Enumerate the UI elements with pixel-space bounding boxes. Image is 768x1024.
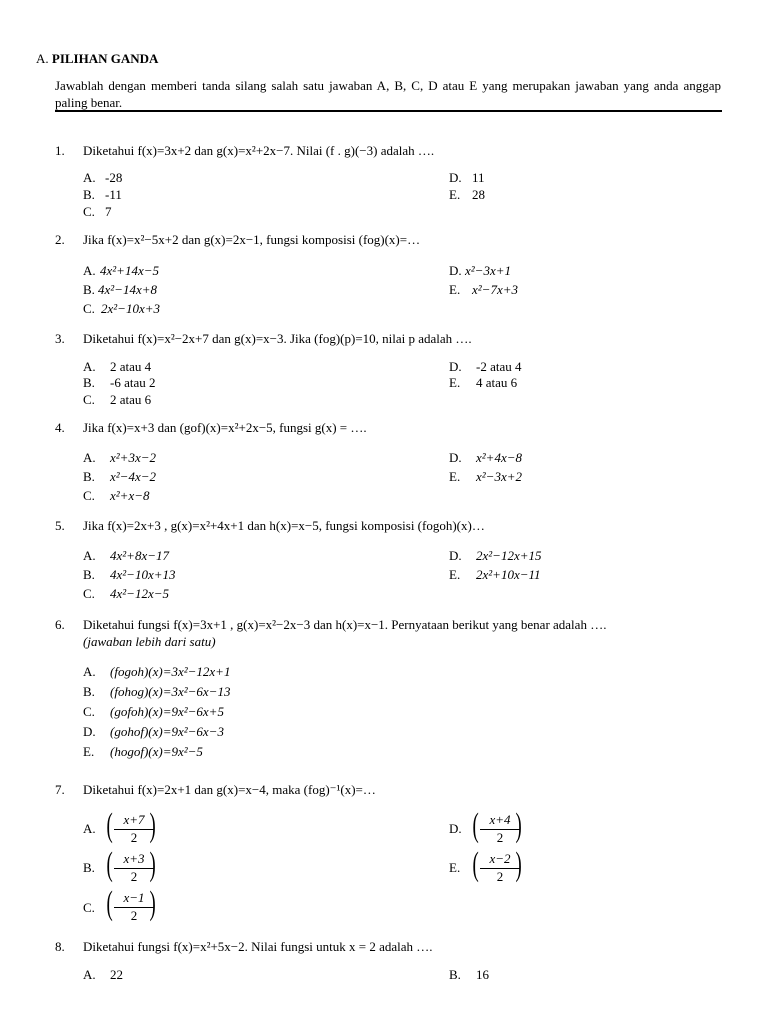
question-number: 3.: [55, 331, 65, 346]
option-label: C.: [83, 704, 95, 719]
question-text: Diketahui fungsi f(x)=3x+1 , g(x)=x²−2x−3 dan h(x)=x−1. Pernyataan berikut yang benar adalah ….: [83, 617, 607, 632]
section-heading: [36, 51, 158, 67]
option-label: D.: [449, 359, 462, 374]
fraction-option: ( ) x+3 2: [106, 846, 156, 884]
option-label: B.: [83, 375, 95, 390]
question-number: 8.: [55, 939, 65, 954]
option-label: B.: [83, 282, 95, 297]
option-value: (gofoh)(x)=9x²−6x+5: [110, 704, 224, 719]
option-label: D.: [449, 821, 462, 836]
option-value: 4x²−12x−5: [110, 586, 169, 601]
option-label: B.: [83, 469, 95, 484]
option-label: C.: [83, 586, 95, 601]
option-value: 28: [472, 187, 485, 202]
option-label: B.: [83, 187, 95, 202]
option-label: E.: [449, 469, 461, 484]
option-label: A.: [83, 548, 96, 563]
option-value: -2 atau 4: [476, 359, 522, 374]
option-value: x²−3x+1: [465, 263, 511, 278]
option-value: 11: [472, 170, 485, 185]
option-value: 2x²−12x+15: [476, 548, 542, 563]
question-number: 5.: [55, 518, 65, 533]
question-text: Diketahui f(x)=3x+2 dan g(x)=x²+2x−7. Nilai (f . g)(−3) adalah ….: [83, 143, 435, 158]
option-label: C.: [83, 488, 95, 503]
section-title: PILIHAN GANDA: [51, 51, 159, 66]
option-value: 2x²+10x−11: [476, 567, 541, 582]
fraction-numerator: x+4: [480, 812, 520, 830]
option-value: 7: [105, 204, 112, 219]
fraction-numerator: x−1: [114, 890, 154, 908]
option-label: E.: [449, 375, 461, 390]
question-number: 6.: [55, 617, 65, 632]
option-value: 2 atau 4: [110, 359, 152, 374]
option-value: 4x²−10x+13: [110, 567, 176, 582]
question-number: 4.: [55, 420, 65, 435]
option-label: C.: [83, 392, 95, 407]
question-text: Jika f(x)=2x+3 , g(x)=x²+4x+1 dan h(x)=x−5, fungsi komposisi (fogoh)(x)…: [83, 518, 485, 533]
instruction-text: Jawablah dengan memberi tanda silang salah satu jawaban A, B, C, D atau E yang merupakan jawaban yang anda anggap paling benar.: [55, 78, 721, 110]
option-label: D.: [83, 724, 96, 739]
option-label: E.: [449, 567, 461, 582]
option-label: B.: [449, 967, 461, 982]
question-text: Diketahui f(x)=x²−2x+7 dan g(x)=x−3. Jika (fog)(p)=10, nilai p adalah ….: [83, 331, 472, 346]
option-value: 2 atau 6: [110, 392, 152, 407]
option-value: 4x²−14x+8: [98, 282, 157, 297]
option-value: 4x²+8x−17: [110, 548, 169, 563]
option-label: A.: [83, 170, 96, 185]
option-label: D.: [449, 170, 462, 185]
option-label: E.: [449, 860, 461, 875]
fraction-numerator: x+3: [114, 851, 154, 869]
option-label: A.: [83, 450, 96, 465]
option-label: D.: [449, 548, 462, 563]
option-value: x²−3x+2: [476, 469, 522, 484]
option-label: A.: [83, 664, 96, 679]
option-label: D.: [449, 450, 462, 465]
option-value: 4x²+14x−5: [100, 263, 159, 278]
option-value: 2x²−10x+3: [101, 301, 160, 316]
option-label: A.: [83, 359, 96, 374]
option-label: B.: [83, 567, 95, 582]
fraction-numerator: x+7: [114, 812, 154, 830]
option-label: D.: [449, 263, 462, 278]
option-label: C.: [83, 204, 95, 219]
question-text: Diketahui fungsi f(x)=x²+5x−2. Nilai fungsi untuk x = 2 adalah ….: [83, 939, 433, 954]
section-letter: A.: [36, 51, 49, 66]
fraction-denominator: 2: [496, 869, 504, 884]
option-label: A.: [83, 263, 96, 278]
option-value: x²+4x−8: [476, 450, 522, 465]
fraction-denominator: 2: [496, 830, 504, 845]
option-value: (fohog)(x)=3x²−6x−13: [110, 684, 231, 699]
option-value: 4 atau 6: [476, 375, 518, 390]
fraction-option: ( ) x+4 2: [472, 807, 522, 845]
fraction-option: ( ) x+7 2: [106, 807, 156, 845]
fraction-option: ( ) x−1 2: [106, 885, 156, 923]
fraction-numerator: x−2: [480, 851, 520, 869]
fraction-denominator: 2: [130, 869, 138, 884]
option-value: (gohof)(x)=9x²−6x−3: [110, 724, 224, 739]
option-value: -11: [105, 187, 122, 202]
question-number: 1.: [55, 143, 65, 158]
header-divider: [55, 110, 722, 112]
fraction-denominator: 2: [130, 908, 138, 923]
option-value: x²−7x+3: [472, 282, 518, 297]
option-value: -28: [105, 170, 123, 185]
option-label: C.: [83, 301, 95, 316]
option-label: E.: [83, 744, 95, 759]
question-number: 2.: [55, 232, 65, 247]
option-value: x²+x−8: [110, 488, 150, 503]
option-value: (fogoh)(x)=3x²−12x+1: [110, 664, 231, 679]
option-value: -6 atau 2: [110, 375, 156, 390]
option-value: 16: [476, 967, 489, 982]
fraction-denominator: 2: [130, 830, 138, 845]
question-text: Diketahui f(x)=2x+1 dan g(x)=x−4, maka (fog)⁻¹(x)=…: [83, 782, 376, 797]
option-label: E.: [449, 187, 461, 202]
option-value: x²+3x−2: [110, 450, 156, 465]
question-note: (jawaban lebih dari satu): [83, 634, 216, 649]
question-text: Jika f(x)=x+3 dan (gof)(x)=x²+2x−5, fungsi g(x) = ….: [83, 420, 367, 435]
option-label: B.: [83, 860, 95, 875]
option-value: (hogof)(x)=9x²−5: [110, 744, 203, 759]
option-label: C.: [83, 900, 95, 915]
fraction-option: ( ) x−2 2: [472, 846, 522, 884]
option-label: A.: [83, 967, 96, 982]
option-value: 22: [110, 967, 123, 982]
question-number: 7.: [55, 782, 65, 797]
question-text: Jika f(x)=x²−5x+2 dan g(x)=2x−1, fungsi komposisi (fog)(x)=…: [83, 232, 421, 247]
option-value: x²−4x−2: [110, 469, 156, 484]
option-label: B.: [83, 684, 95, 699]
option-label: A.: [83, 821, 96, 836]
option-label: E.: [449, 282, 461, 297]
